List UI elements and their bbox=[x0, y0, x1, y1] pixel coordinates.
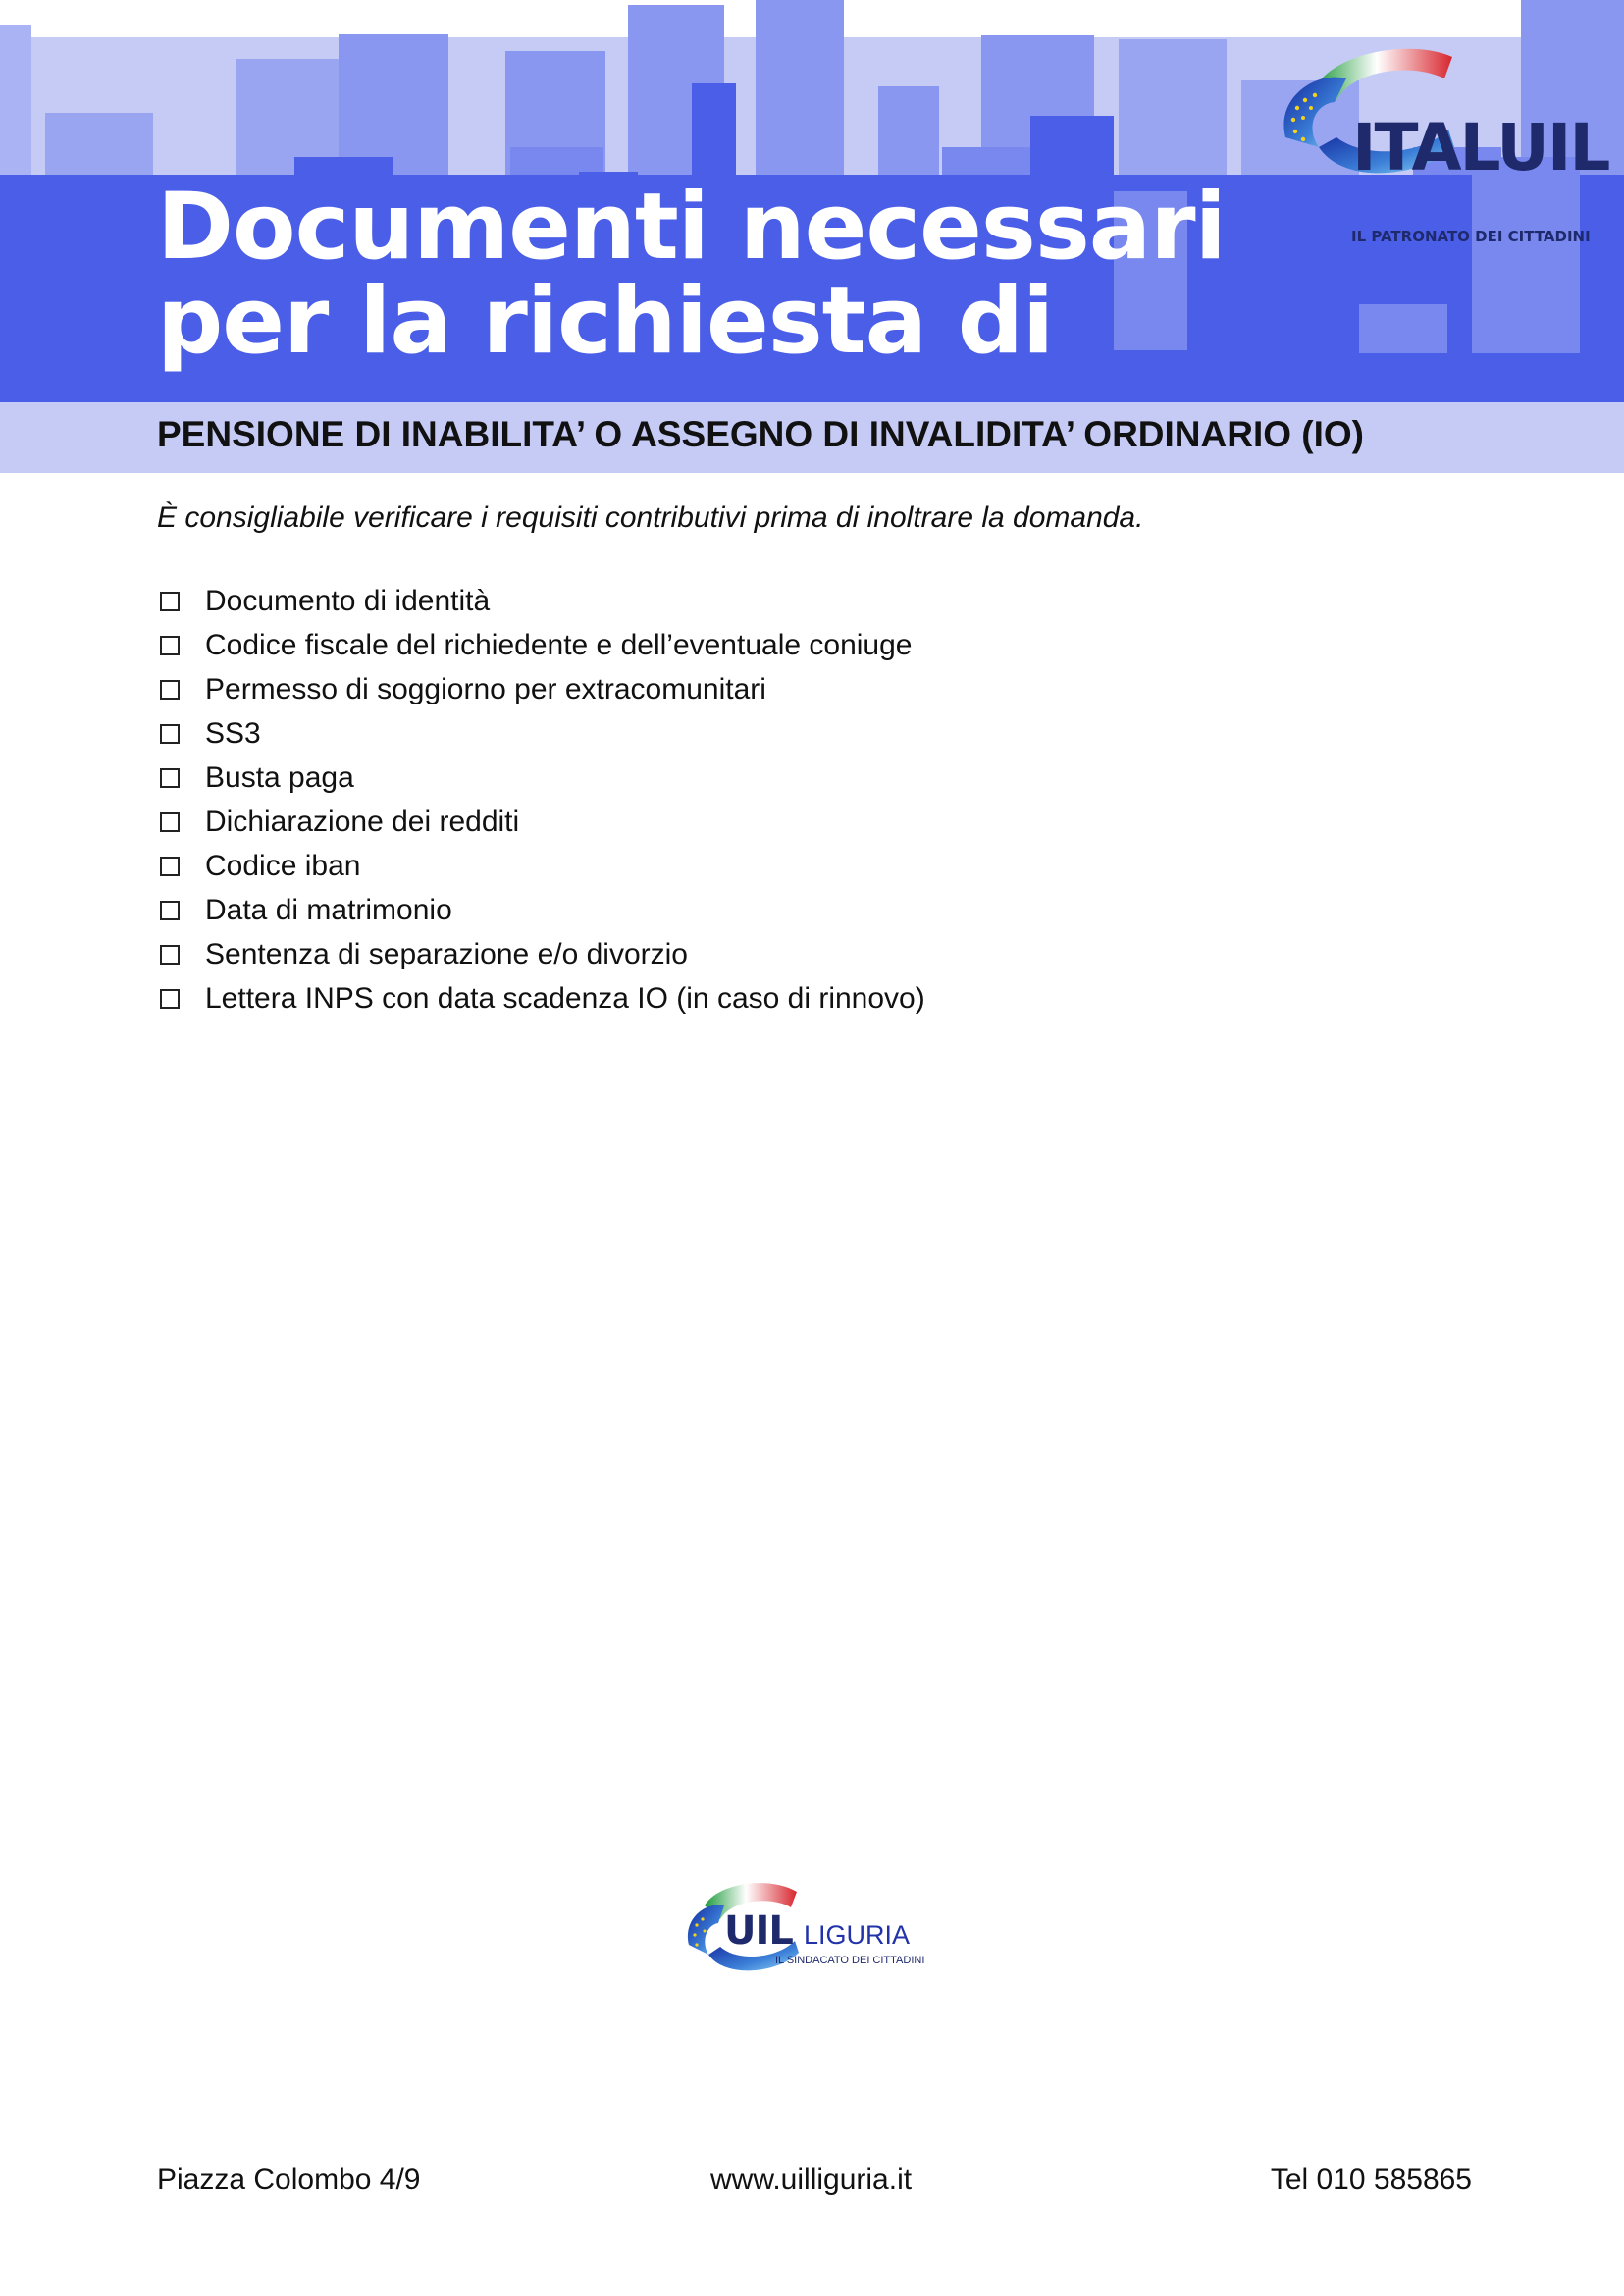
checkbox[interactable] bbox=[160, 636, 180, 655]
title-line-1: Documenti necessari bbox=[157, 174, 1226, 281]
uil-liguria-logo bbox=[683, 1876, 925, 1984]
checklist-item-label: Codice iban bbox=[205, 849, 361, 882]
checkbox[interactable] bbox=[160, 945, 180, 965]
checklist-item-label: Lettera INPS con data scadenza IO (in caso di rinnovo) bbox=[205, 981, 925, 1015]
checklist-item bbox=[157, 932, 925, 976]
document-subtitle: PENSIONE DI INABILITA’ O ASSEGNO DI INVALIDITA’ ORDINARIO (IO) bbox=[157, 414, 1364, 454]
uil-tagline: IL SINDACATO DEI CITTADINI bbox=[775, 1955, 925, 1966]
checklist-item bbox=[157, 623, 925, 667]
italuil-wordmark: ITALUIL bbox=[1352, 110, 1609, 185]
checklist-item bbox=[157, 579, 925, 623]
checkbox[interactable] bbox=[160, 680, 180, 700]
footer-phone: Tel 010 585865 bbox=[1270, 2164, 1472, 2196]
checklist-item-label: Dichiarazione dei redditi bbox=[205, 805, 520, 838]
footer-website-link[interactable]: www.uilliguria.it bbox=[710, 2164, 913, 2196]
checkbox[interactable] bbox=[160, 857, 180, 876]
checklist-item-label: SS3 bbox=[205, 716, 261, 750]
checkbox[interactable] bbox=[160, 901, 180, 920]
checklist-item bbox=[157, 711, 925, 756]
title-line-2: per la richiesta di bbox=[157, 268, 1054, 375]
footer-address: Piazza Colombo 4/9 bbox=[157, 2164, 421, 2196]
checklist-item bbox=[157, 800, 925, 844]
header-banner bbox=[0, 0, 1624, 473]
footer bbox=[0, 2164, 1624, 2203]
uil-wordmark: UIL bbox=[724, 1908, 793, 1954]
italuil-logo bbox=[1276, 39, 1609, 250]
checkbox[interactable] bbox=[160, 812, 180, 832]
checkbox[interactable] bbox=[160, 724, 180, 744]
checklist-item-label: Permesso di soggiorno per extracomunitari bbox=[205, 672, 766, 705]
checklist-item bbox=[157, 756, 925, 800]
region-wordmark: LIGURIA bbox=[804, 1920, 911, 1950]
intro-note: È consigliabile verificare i requisiti contributivi prima di inoltrare la domanda. bbox=[157, 501, 1144, 534]
checkbox[interactable] bbox=[160, 989, 180, 1009]
checklist-item-label: Sentenza di separazione e/o divorzio bbox=[205, 937, 688, 970]
checkbox[interactable] bbox=[160, 592, 180, 611]
page-title bbox=[157, 174, 1226, 375]
checklist-item bbox=[157, 667, 925, 711]
document-checklist bbox=[157, 579, 925, 1020]
checklist-item bbox=[157, 976, 925, 1020]
checkbox[interactable] bbox=[160, 768, 180, 788]
checklist-item-label: Data di matrimonio bbox=[205, 893, 452, 926]
checklist-item-label: Codice fiscale del richiedente e dell’eventuale coniuge bbox=[205, 628, 913, 661]
checklist-item bbox=[157, 888, 925, 932]
checklist-item bbox=[157, 844, 925, 888]
italuil-tagline: IL PATRONATO DEI CITTADINI bbox=[1351, 228, 1591, 245]
checklist-item-label: Busta paga bbox=[205, 760, 354, 794]
checklist-item-label: Documento di identità bbox=[205, 584, 491, 617]
